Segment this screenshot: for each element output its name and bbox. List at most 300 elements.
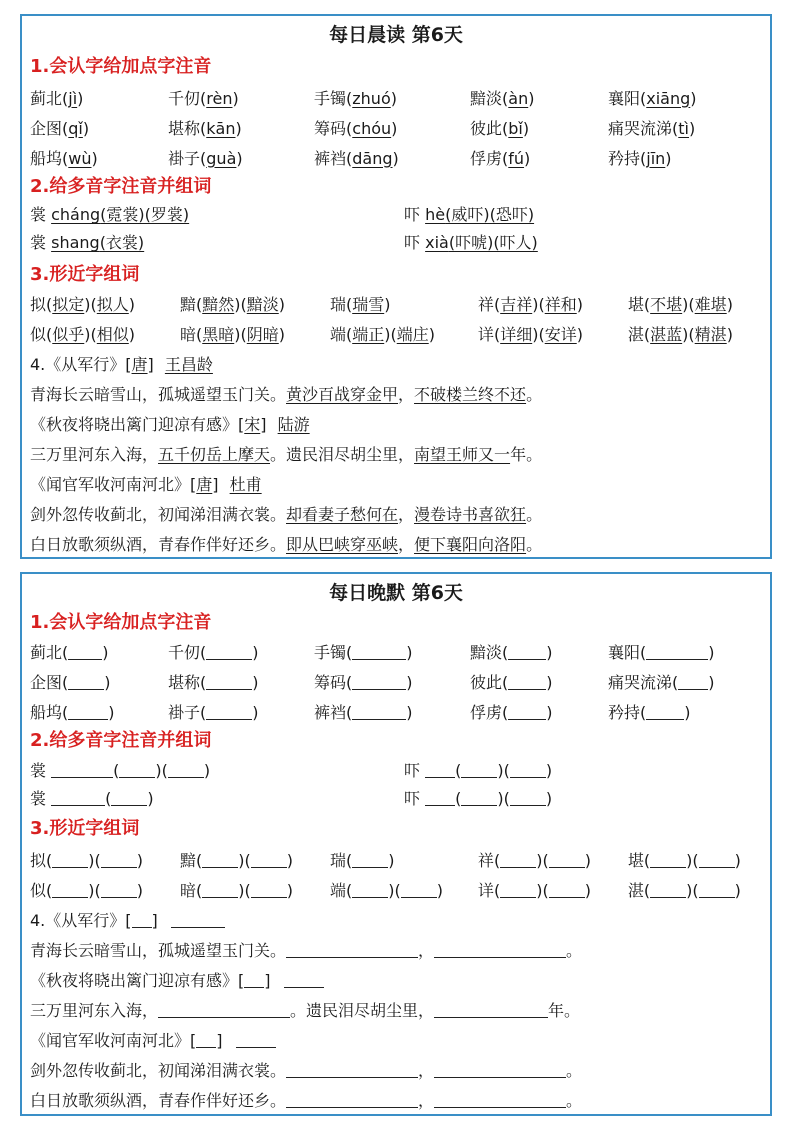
paren: ) xyxy=(238,850,245,870)
similar-char-grid xyxy=(30,288,766,348)
word: 船坞 xyxy=(30,702,63,722)
punct: ， xyxy=(418,1091,435,1110)
similar-row xyxy=(30,288,766,318)
paren: ) xyxy=(522,118,530,138)
poly-char: 裳 xyxy=(30,205,47,224)
pinyin: cháng xyxy=(51,205,101,224)
answer-blank[interactable] xyxy=(202,881,238,898)
word: 船坞 xyxy=(30,148,63,168)
poem-1-title: 4.《从军行》 xyxy=(30,355,126,374)
answer-blank[interactable] xyxy=(68,673,104,690)
word: 端庄 xyxy=(396,324,429,344)
polyphone-blank-item xyxy=(404,786,552,809)
base-char: 详 xyxy=(477,324,494,344)
paren: ( xyxy=(200,88,207,108)
paren: ) xyxy=(690,88,697,108)
word: 阴暗 xyxy=(246,324,279,344)
word: 矜持 xyxy=(608,148,641,168)
answer-blank[interactable] xyxy=(101,881,137,898)
author-blank[interactable] xyxy=(171,911,225,928)
punct: ， xyxy=(398,535,415,554)
answer-blank[interactable] xyxy=(251,851,287,868)
pinyin-row xyxy=(30,696,766,726)
pinyin-item xyxy=(30,86,168,109)
paren: ( xyxy=(90,324,97,344)
word: 褂子 xyxy=(168,702,201,722)
paren: ( xyxy=(692,880,699,900)
word: 俘虏 xyxy=(470,148,503,168)
poem-3-title-line: 《闻官军收河南河北》[唐] 杜甫 xyxy=(30,475,262,494)
answer-blank[interactable] xyxy=(461,789,497,806)
answer-blank[interactable] xyxy=(434,1061,566,1078)
paren: ) xyxy=(234,294,241,314)
paren: ( xyxy=(503,789,510,808)
paren: ) xyxy=(252,672,259,692)
pinyin-item xyxy=(470,640,608,663)
paren: ( xyxy=(688,324,695,344)
base-char: 似 xyxy=(30,880,47,900)
dynasty-blank[interactable] xyxy=(132,911,152,928)
paren: ( xyxy=(688,294,695,314)
word: 祥和 xyxy=(544,294,577,314)
paren: ) xyxy=(391,118,398,138)
similar-item xyxy=(30,322,180,345)
similar-item xyxy=(180,322,330,345)
pinyin-item xyxy=(470,146,608,169)
paren: ( xyxy=(94,850,101,870)
paren: ) xyxy=(688,118,696,138)
paren: ) xyxy=(576,324,583,344)
answer-blank[interactable] xyxy=(158,1001,290,1018)
answer-blank[interactable] xyxy=(434,1001,548,1018)
answer-blank[interactable] xyxy=(352,881,388,898)
word: 手镯 xyxy=(314,642,347,662)
answer-blank[interactable] xyxy=(352,643,406,660)
pinyin-row xyxy=(30,112,766,142)
evening-dictation-panel xyxy=(20,572,772,1116)
word: 拟定 xyxy=(52,294,85,314)
paren: ( xyxy=(240,294,247,314)
paren: ( xyxy=(62,672,69,692)
paren: ( xyxy=(538,294,545,314)
paren: ( xyxy=(345,324,353,344)
paren: ( xyxy=(195,880,203,900)
pinyin-item xyxy=(314,146,470,169)
word: 吉祥 xyxy=(500,294,533,314)
poem-text: 三万里河东入海， xyxy=(30,1001,159,1020)
paren: ) xyxy=(102,642,109,662)
word: 手镯 xyxy=(314,88,347,108)
paren: ( xyxy=(493,324,501,344)
paren: ( xyxy=(105,789,112,808)
paren: ) xyxy=(497,789,504,808)
paren: ( xyxy=(640,702,647,722)
word: 襄阳 xyxy=(608,642,641,662)
paren: ) xyxy=(576,294,583,314)
polyphone-item xyxy=(404,230,538,253)
poem-answer: 却看妻子愁何在 xyxy=(286,505,399,524)
punct: 。 xyxy=(526,385,543,404)
polyphone-item xyxy=(30,202,189,225)
paren: ) xyxy=(136,880,144,900)
paren: ( xyxy=(200,148,207,168)
section-heading-polyphone: 2.给多音字注音并组词 xyxy=(30,730,212,751)
section-heading-polyphone: 2.给多音字注音并组词 xyxy=(30,176,212,197)
answer-blank[interactable] xyxy=(52,851,88,868)
word: 蓟北 xyxy=(30,88,63,108)
poem-text: 年。 xyxy=(548,1001,581,1020)
pinyin-item xyxy=(470,670,608,693)
paren: ) xyxy=(128,324,136,344)
page-title: 每日晚默 第6天 xyxy=(329,582,463,604)
paren: ) xyxy=(584,850,591,870)
answer-blank[interactable] xyxy=(549,851,585,868)
answer-blank[interactable] xyxy=(111,789,147,806)
base-char: 湛 xyxy=(627,324,644,344)
answer-blank[interactable] xyxy=(168,761,204,778)
pinyin: àn xyxy=(508,88,529,108)
answer-blank[interactable] xyxy=(425,761,455,778)
poem-text: 白日放歌须纵酒，青春作伴好还乡。 xyxy=(30,535,287,554)
paren: ( xyxy=(346,148,353,168)
paren: ) xyxy=(497,761,504,780)
dynasty-blank[interactable] xyxy=(244,971,264,988)
poem-3-title: 《闻官军收河南河北》 xyxy=(30,1031,191,1050)
pinyin-item xyxy=(608,116,758,139)
paren: ( xyxy=(643,294,651,314)
poem-answer: 漫卷诗书喜欲狂 xyxy=(414,505,527,524)
answer-blank[interactable] xyxy=(646,703,684,720)
answer-blank[interactable] xyxy=(508,643,546,660)
paren: ) xyxy=(388,850,395,870)
poem-2-author: 陆游 xyxy=(277,415,310,434)
base-char: 堪 xyxy=(627,850,644,870)
bracket: [ xyxy=(190,1031,197,1050)
paren: ) xyxy=(82,118,90,138)
paren: ( xyxy=(345,880,353,900)
paren: ( xyxy=(502,672,509,692)
answer-blank[interactable] xyxy=(206,673,252,690)
poem-answer: 五千仞岳上摩天 xyxy=(158,445,271,464)
pinyin: hè xyxy=(425,205,446,224)
word: 襄阳 xyxy=(608,88,641,108)
poem-2-line xyxy=(30,998,580,1021)
paren: ( xyxy=(195,294,203,314)
word: 千仞 xyxy=(168,642,201,662)
author-blank[interactable] xyxy=(236,1031,276,1048)
poem-3-line-1 xyxy=(30,1058,582,1081)
answer-blank[interactable] xyxy=(510,761,546,778)
paren: ) xyxy=(536,880,543,900)
paren: ( xyxy=(200,118,207,138)
answer-blank[interactable] xyxy=(401,881,437,898)
word: 痛哭流涕 xyxy=(608,672,673,692)
paren: ( xyxy=(503,761,510,780)
pinyin-item xyxy=(470,86,608,109)
answer-blank[interactable] xyxy=(51,789,105,806)
pinyin-item xyxy=(168,640,314,663)
poem-3-line-2 xyxy=(30,1088,582,1111)
paren: ( xyxy=(643,324,651,344)
paren: ( xyxy=(346,88,353,108)
answer-blank[interactable] xyxy=(286,941,418,958)
paren: ( xyxy=(502,642,509,662)
word: 裤裆 xyxy=(314,702,347,722)
base-char: 似 xyxy=(30,324,47,344)
answer-blank[interactable] xyxy=(286,1061,418,1078)
base-char: 祥 xyxy=(477,294,494,314)
word: 拟人 xyxy=(96,294,129,314)
words: (衣裳) xyxy=(99,233,145,252)
paren: ) xyxy=(528,88,535,108)
word: 彼此 xyxy=(470,672,503,692)
paren: ( xyxy=(46,880,53,900)
pinyin: guà xyxy=(206,148,237,168)
similar-item xyxy=(628,848,766,871)
answer-blank[interactable] xyxy=(434,1091,566,1108)
paren: ( xyxy=(455,761,462,780)
paren: ) xyxy=(88,880,95,900)
poem-text: 。遗民泪尽胡尘里， xyxy=(270,445,415,464)
word: 黯淡 xyxy=(470,642,503,662)
poem-text: 剑外忽传收蓟北，初闻涕泪满衣裳。 xyxy=(30,505,287,524)
answer-blank[interactable] xyxy=(286,1091,418,1108)
bracket: [ xyxy=(125,911,132,930)
paren: ( xyxy=(161,761,168,780)
similar-item xyxy=(628,292,766,315)
similar-row xyxy=(30,318,766,348)
pinyin-row xyxy=(30,82,766,112)
paren: ) xyxy=(278,294,286,314)
bracket: ] xyxy=(151,911,158,930)
word: 筹码 xyxy=(314,672,347,692)
paren: ) xyxy=(726,294,733,314)
answer-blank[interactable] xyxy=(510,789,546,806)
answer-blank[interactable] xyxy=(251,881,287,898)
word: 痛哭流涕 xyxy=(608,118,673,138)
poem-1-title-line xyxy=(30,908,225,931)
paren: ) xyxy=(384,294,391,314)
paren: ) xyxy=(286,850,293,870)
pinyin-item xyxy=(30,640,168,663)
answer-blank[interactable] xyxy=(51,761,113,778)
pinyin-item xyxy=(30,116,168,139)
poem-answer: 即从巴峡穿巫峡 xyxy=(286,535,399,554)
paren: ) xyxy=(682,324,689,344)
answer-blank[interactable] xyxy=(650,881,686,898)
paren: ( xyxy=(643,850,651,870)
word: 蓟北 xyxy=(30,642,63,662)
author-blank[interactable] xyxy=(284,971,324,988)
similar-item xyxy=(30,878,180,901)
word: 俘虏 xyxy=(470,702,503,722)
pinyin-item xyxy=(30,670,168,693)
answer-blank[interactable] xyxy=(508,673,546,690)
paren: ) xyxy=(546,702,553,722)
answer-blank[interactable] xyxy=(52,881,88,898)
answer-blank[interactable] xyxy=(352,851,388,868)
section-heading-similar: 3.形近字组词 xyxy=(30,818,140,839)
pinyin-item xyxy=(314,640,470,663)
pinyin: fú xyxy=(508,148,525,168)
similar-item xyxy=(330,292,478,315)
similar-item xyxy=(478,322,628,345)
answer-blank[interactable] xyxy=(678,673,708,690)
poem-answer: 便下襄阳向洛阳 xyxy=(414,535,527,554)
paren: ( xyxy=(672,118,679,138)
word: 筹码 xyxy=(314,118,347,138)
pinyin: kān xyxy=(206,118,236,138)
poem-3-title-line xyxy=(30,1028,276,1051)
answer-blank[interactable] xyxy=(500,851,536,868)
paren: ) xyxy=(545,761,553,780)
base-char: 拟 xyxy=(30,850,47,870)
answer-blank[interactable] xyxy=(119,761,155,778)
paren: ) xyxy=(278,324,286,344)
similar-item xyxy=(330,848,478,871)
word: 不堪 xyxy=(650,294,683,314)
word: 黑暗 xyxy=(202,324,235,344)
word: 详细 xyxy=(500,324,533,344)
paren: ( xyxy=(493,850,501,870)
answer-blank[interactable] xyxy=(646,643,708,660)
similar-item xyxy=(628,878,766,901)
similar-char-blank-grid xyxy=(30,844,766,904)
paren: ) xyxy=(708,672,715,692)
paren: ) xyxy=(726,324,733,344)
paren: ( xyxy=(502,148,509,168)
paren: ( xyxy=(195,850,203,870)
pinyin-row xyxy=(30,636,766,666)
word: 彼此 xyxy=(470,118,503,138)
word: 黯淡 xyxy=(246,294,279,314)
punct: 。 xyxy=(526,505,543,524)
word: 难堪 xyxy=(694,294,727,314)
poem-2-dynasty: 宋 xyxy=(244,415,261,434)
paren: ) xyxy=(203,761,211,780)
answer-blank[interactable] xyxy=(206,643,252,660)
answer-blank[interactable] xyxy=(699,881,735,898)
poem-text: 。遗民泪尽胡尘里， xyxy=(290,1001,435,1020)
answer-blank[interactable] xyxy=(434,941,566,958)
answer-blank[interactable] xyxy=(68,643,102,660)
paren: ) xyxy=(252,702,259,722)
answer-blank[interactable] xyxy=(508,703,546,720)
base-char: 瑞 xyxy=(329,294,346,314)
pinyin-item xyxy=(30,700,168,723)
word: 堪称 xyxy=(168,118,201,138)
words: (吓唬)(吓人) xyxy=(448,233,538,252)
poly-char: 吓 xyxy=(404,761,421,780)
paren: ( xyxy=(244,850,251,870)
pinyin: rèn xyxy=(206,88,233,108)
paren: ) xyxy=(136,850,144,870)
pinyin-item xyxy=(608,670,758,693)
poem-2-title-line xyxy=(30,968,324,991)
poem-answer: 黄沙百战穿金甲 xyxy=(286,385,399,404)
paren: ( xyxy=(62,702,69,722)
word: 端正 xyxy=(352,324,385,344)
paren: ( xyxy=(62,148,69,168)
poem-text: 青海长云暗雪山，孤城遥望玉门关。 xyxy=(30,385,287,404)
pinyin-blank-grid xyxy=(30,636,766,726)
dynasty-blank[interactable] xyxy=(196,1031,216,1048)
paren: ) xyxy=(392,148,399,168)
paren: ( xyxy=(640,88,647,108)
answer-blank[interactable] xyxy=(68,703,108,720)
pinyin: zhuó xyxy=(352,88,391,108)
answer-blank[interactable] xyxy=(352,703,406,720)
punct: 。 xyxy=(566,941,583,960)
answer-blank[interactable] xyxy=(206,703,252,720)
answer-blank[interactable] xyxy=(549,881,585,898)
poly-char: 裳 xyxy=(30,233,47,252)
answer-blank[interactable] xyxy=(699,851,735,868)
poem-1-title-line: 4.《从军行》[唐] 王昌龄 xyxy=(30,355,213,374)
paren: ) xyxy=(665,148,672,168)
answer-blank[interactable] xyxy=(500,881,536,898)
pinyin: shang xyxy=(51,233,100,252)
poem-answer: 不破楼兰终不还 xyxy=(414,385,527,404)
polyphone-blank-item xyxy=(404,758,552,781)
similar-item xyxy=(628,322,766,345)
answer-blank[interactable] xyxy=(352,673,406,690)
similar-item xyxy=(330,322,478,345)
similar-row xyxy=(30,844,766,874)
pinyin: qǐ xyxy=(68,118,83,138)
poly-char: 裳 xyxy=(30,761,47,780)
pinyin-item xyxy=(168,700,314,723)
punct: 。 xyxy=(566,1061,583,1080)
paren: ) xyxy=(235,118,242,138)
base-char: 黯 xyxy=(179,850,196,870)
paren: ( xyxy=(200,672,207,692)
paren: ( xyxy=(46,294,53,314)
word: 企图 xyxy=(30,118,63,138)
poem-2-title: 《秋夜将晓出篱门迎凉有感》 xyxy=(30,415,239,434)
answer-blank[interactable] xyxy=(101,851,137,868)
answer-blank[interactable] xyxy=(650,851,686,868)
word: 裤裆 xyxy=(314,148,347,168)
pinyin: bǐ xyxy=(508,118,523,138)
paren: ( xyxy=(502,118,509,138)
poem-text: 青海长云暗雪山，孤城遥望玉门关。 xyxy=(30,941,287,960)
paren: ) xyxy=(524,148,531,168)
paren: ( xyxy=(200,702,207,722)
similar-item xyxy=(478,292,628,315)
paren: ( xyxy=(345,850,353,870)
paren: ) xyxy=(232,88,239,108)
paren: ) xyxy=(88,850,95,870)
polyphone-item xyxy=(30,230,144,253)
pinyin-item xyxy=(470,700,608,723)
poly-char: 裳 xyxy=(30,789,47,808)
paren: ) xyxy=(286,880,293,900)
paren: ( xyxy=(394,880,401,900)
answer-blank[interactable] xyxy=(461,761,497,778)
paren: ( xyxy=(542,850,549,870)
bracket: [ xyxy=(238,971,245,990)
pinyin-item xyxy=(168,86,314,109)
base-char: 湛 xyxy=(627,880,644,900)
section-heading-similar: 3.形近字组词 xyxy=(30,264,140,285)
paren: ) xyxy=(252,642,259,662)
poem-3-line-2 xyxy=(30,532,542,555)
answer-blank[interactable] xyxy=(202,851,238,868)
paren: ) xyxy=(234,324,241,344)
answer-blank[interactable] xyxy=(425,789,455,806)
similar-item xyxy=(478,848,628,871)
